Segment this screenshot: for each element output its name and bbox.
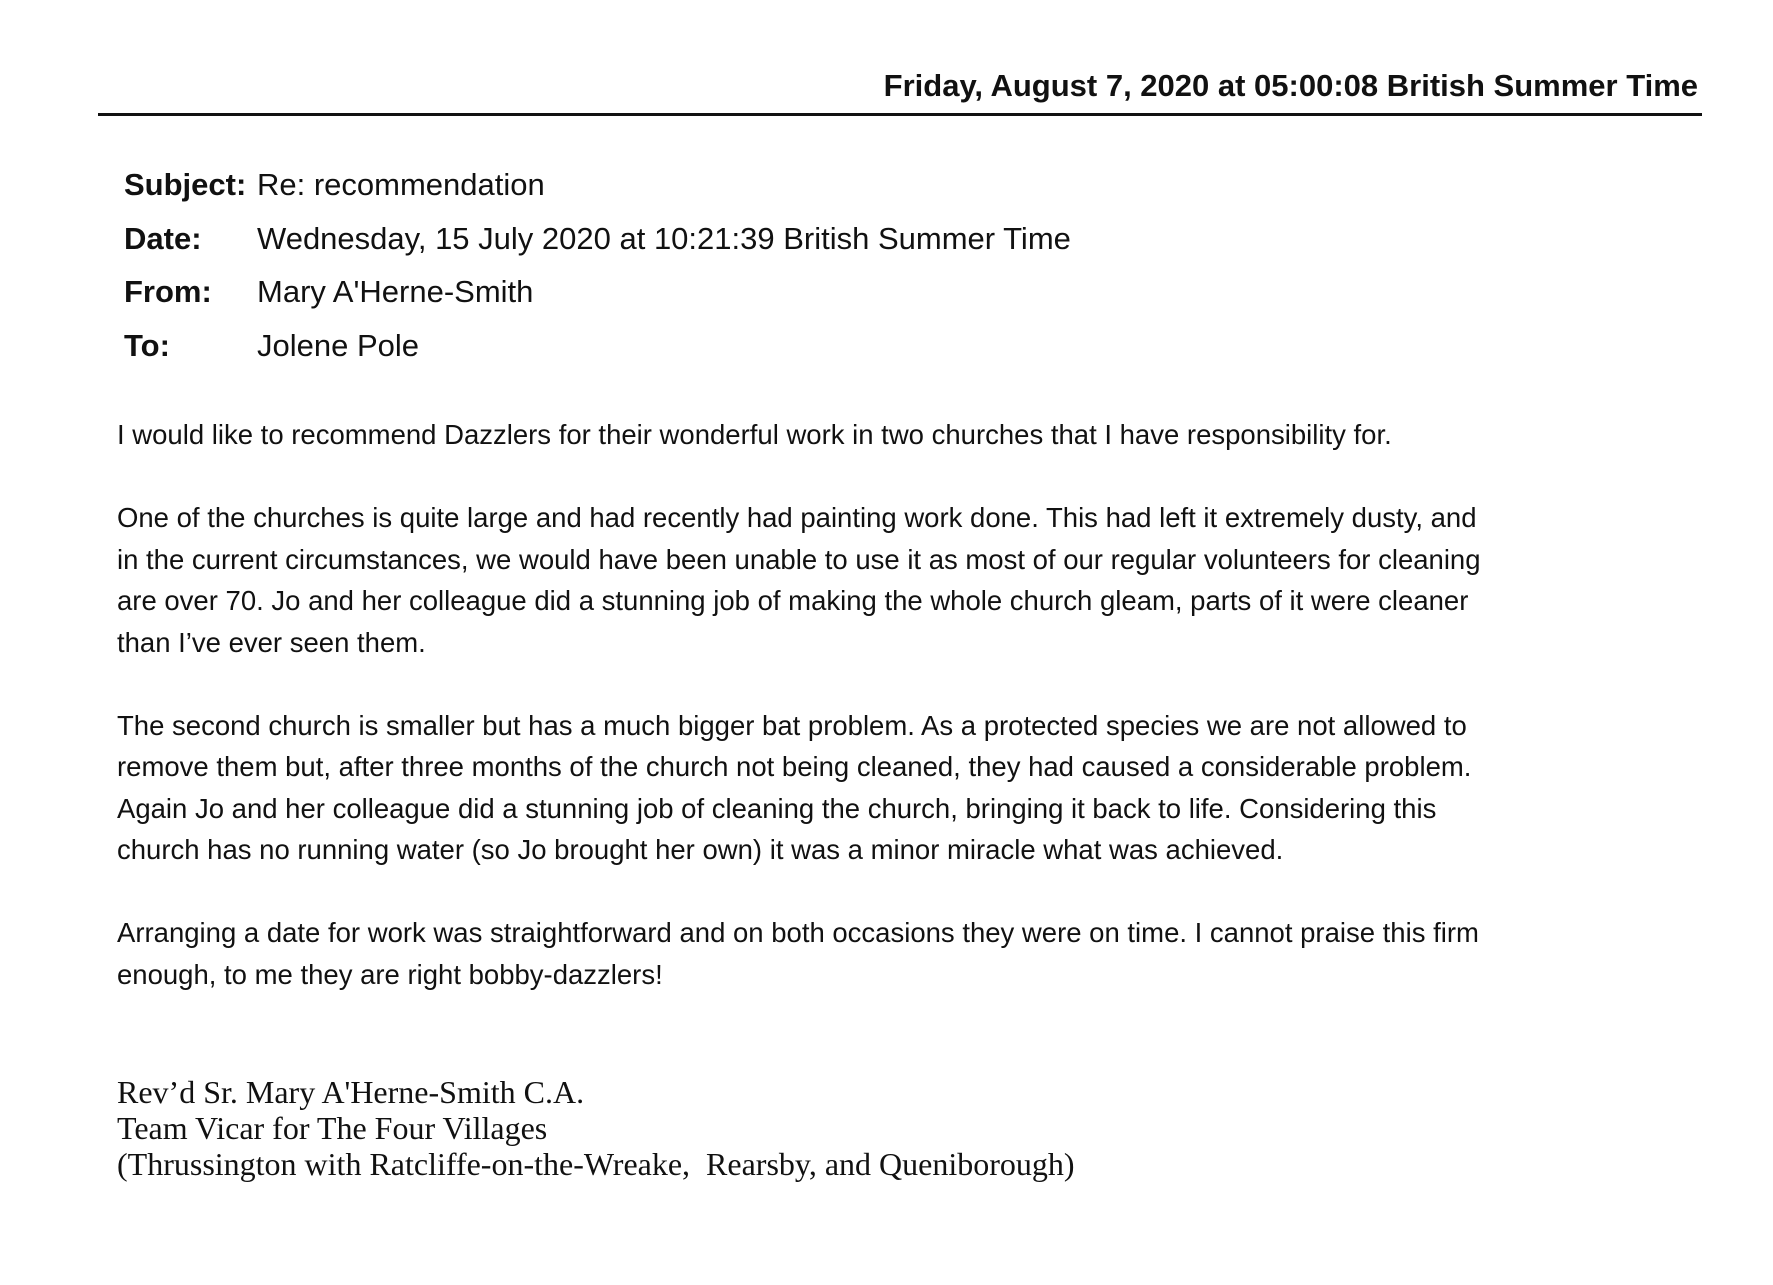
body-paragraph: One of the churches is quite large and had recently had painting work done. This had left it extremely dusty, and in the current circumstances, we would have been unable to use it as most of our regular volunteers for cleaning are over 70. Jo and her colleague did a stunning job of making the whole church gleam, parts of it were cleaner than I’ve ever seen them. <box>117 502 1481 658</box>
body-paragraph: Arranging a date for work was straightforward and on both occasions they were on time. I cannot praise this firm enough, to me they are right bobby-dazzlers! <box>117 917 1479 990</box>
date-label: Date: <box>124 220 202 256</box>
from-row <box>124 265 1071 319</box>
signature-name: Rev’d Sr. Mary A'Herne-Smith C.A. <box>117 1074 585 1110</box>
signature-parishes: (Thrussington with Ratcliffe-on-the-Wreake, Rearsby, and Queniborough) <box>117 1146 1075 1182</box>
print-date: Friday, August 7, 2020 at 05:00:08 British Summer Time <box>883 68 1698 103</box>
to-label: To: <box>124 327 170 363</box>
subject-value: Re: recommendation <box>257 167 545 202</box>
email-headers <box>124 158 1071 372</box>
print-header <box>98 62 1702 116</box>
to-row <box>124 319 1071 373</box>
subject-label: Subject: <box>124 167 247 202</box>
to-value: Jolene Pole <box>257 327 420 363</box>
subject-row <box>124 158 1071 212</box>
body-paragraph: I would like to recommend Dazzlers for their wonderful work in two churches that I have responsibility for. <box>117 419 1392 450</box>
signature-block <box>117 1074 1075 1182</box>
signature-title: Team Vicar for The Four Villages <box>117 1110 548 1146</box>
body-paragraph: The second church is smaller but has a much bigger bat problem. As a protected species we are not allowed to remove them but, after three months of the church not being cleaned, they had caused a considerable problem. Again Jo and her colleague did a stunning job of cleaning the church, bringing it back to life. Considering this church has no running water (so Jo brought her own) it was a minor miracle what was achieved. <box>117 709 1472 865</box>
date-row <box>124 212 1071 266</box>
from-label: From: <box>124 274 212 309</box>
from-value: Mary A'Herne-Smith <box>257 274 534 309</box>
email-body <box>117 414 1737 1037</box>
date-value: Wednesday, 15 July 2020 at 10:21:39 British Summer Time <box>257 220 1071 256</box>
